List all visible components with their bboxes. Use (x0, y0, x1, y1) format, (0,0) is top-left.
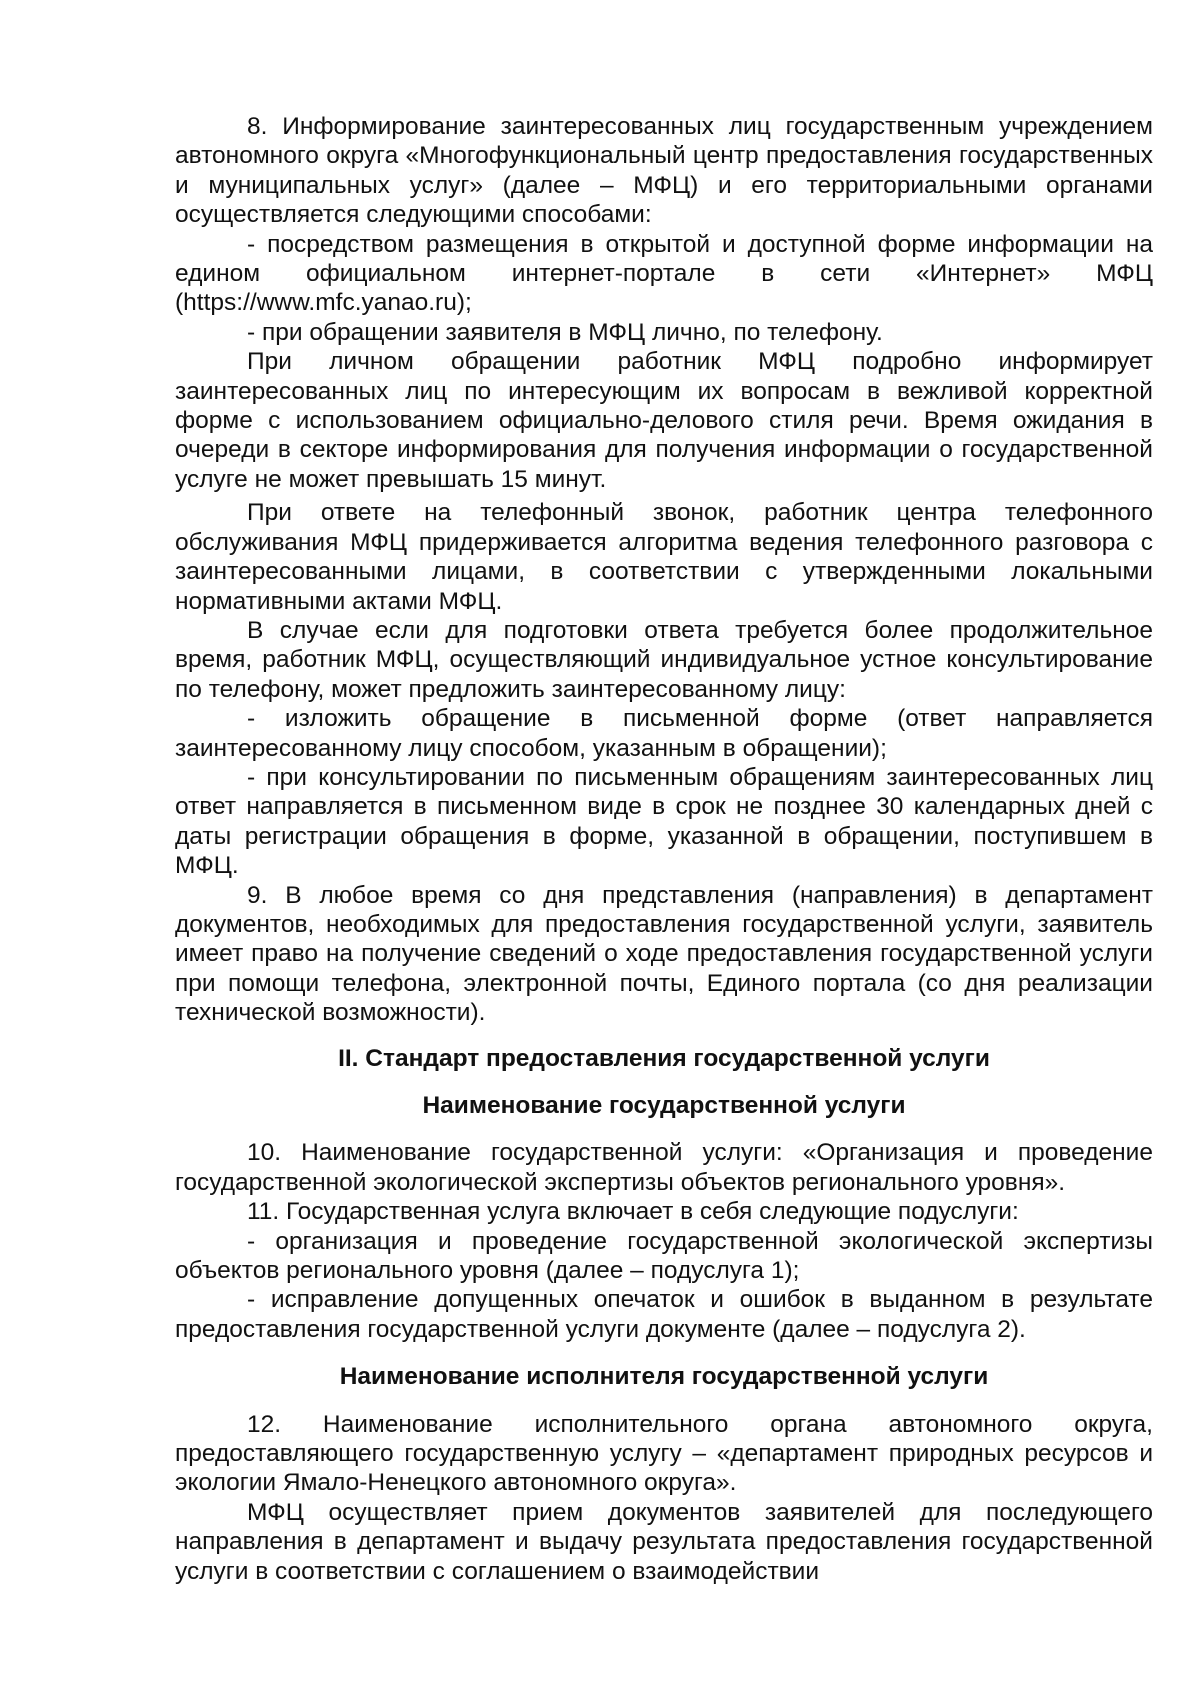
paragraph-8-method-2: - при обращении заявителя в МФЦ лично, по телефону. (247, 318, 883, 346)
paragraph-11-subservice-2: - исправление допущенных опечаток и ошибок в выданном в результате предоставления государственной услуги документе (далее – подуслуга 2). (175, 1286, 1153, 1343)
paragraph-mfc-reception: МФЦ осуществляет прием документов заявителей для последующего направления в департамент и выдачу результата предоставления государственной услуги в соответствии с соглашением о взаимодействии (175, 1498, 1153, 1585)
paragraph-personal-visit: При личном обращении работник МФЦ подробно информирует заинтересованных лиц по интересующим их вопросам в вежливой корректной форме с использованием официально-делового стиля речи. Время ожидания в очереди в секторе информирования для получения информации о государственной услуге не может превышать 15 минут. (175, 348, 1153, 493)
paragraph-written-consult: - при консультировании по письменным обращениям заинтересованных лиц ответ направляется в письменном виде в срок не позднее 30 календарных дней с даты регистрации обращения в форме, указанной в обращении, поступившем в МФЦ. (175, 763, 1153, 880)
paragraph-11: 11. Государственная услуга включает в себя следующие подуслуги: (247, 1198, 1019, 1226)
paragraph-9: 9. В любое время со дня представления (направления) в департамент документов, необходимых для предоставления государственной услуги, заявитель имеет право на получение сведений о ходе предоставления государственной услуги при помощи телефона, электронной почты, Единого портала (со дня реализации технической возможности). (175, 881, 1153, 1027)
subheading-service-name: Наименование государственной услуги (422, 1092, 906, 1119)
paragraph-8-method-1: - посредством размещения в открытой и доступной форме информации на едином официальном интернет-портале в сети «Интернет» МФЦ (https://www.mfc.yanao.ru); (175, 230, 1153, 317)
section-heading: II. Стандарт предоставления государственной услуги (338, 1044, 990, 1072)
paragraph-written-option: - изложить обращение в письменной форме (ответ направляется заинтересованному лицу способом, указанным в обращении); (175, 705, 1153, 762)
subheading-executor: Наименование исполнителя государственной услуги (339, 1363, 989, 1391)
paragraph-12: 12. Наименование исполнительного органа автономного округа, предоставляющего государственную услугу – «департамент природных ресурсов и экологии Ямало-Ненецкого автономного округа». (175, 1410, 1153, 1497)
document-page (175, 112, 1153, 1586)
paragraph-11-subservice-1: - организация и проведение государственной экологической экспертизы объектов регионального уровня (далее – подуслуга 1); (175, 1227, 1153, 1285)
paragraph-8: 8. Информирование заинтересованных лиц государственным учреждением автономного округа «Многофункциональный центр предоставления государственных и муниципальных услуг» (далее – МФЦ) и его территориальными органами осуществляется следующими способами: (175, 113, 1153, 229)
paragraph-10: 10. Наименование государственной услуги: «Организация и проведение государственной экологической экспертизы объектов регионального уровня». (175, 1139, 1153, 1196)
paragraph-longer-answer: В случае если для подготовки ответа требуется более продолжительное время, работник МФЦ, осуществляющий индивидуальное устное консультирование по телефону, может предложить заинтересованному лицу: (175, 616, 1153, 703)
paragraph-phone-call: При ответе на телефонный звонок, работник центра телефонного обслуживания МФЦ придерживается алгоритма ведения телефонного разговора с заинтересованными лицами, в соответствии с утвержденными локальными нормативными актами МФЦ. (175, 499, 1153, 615)
